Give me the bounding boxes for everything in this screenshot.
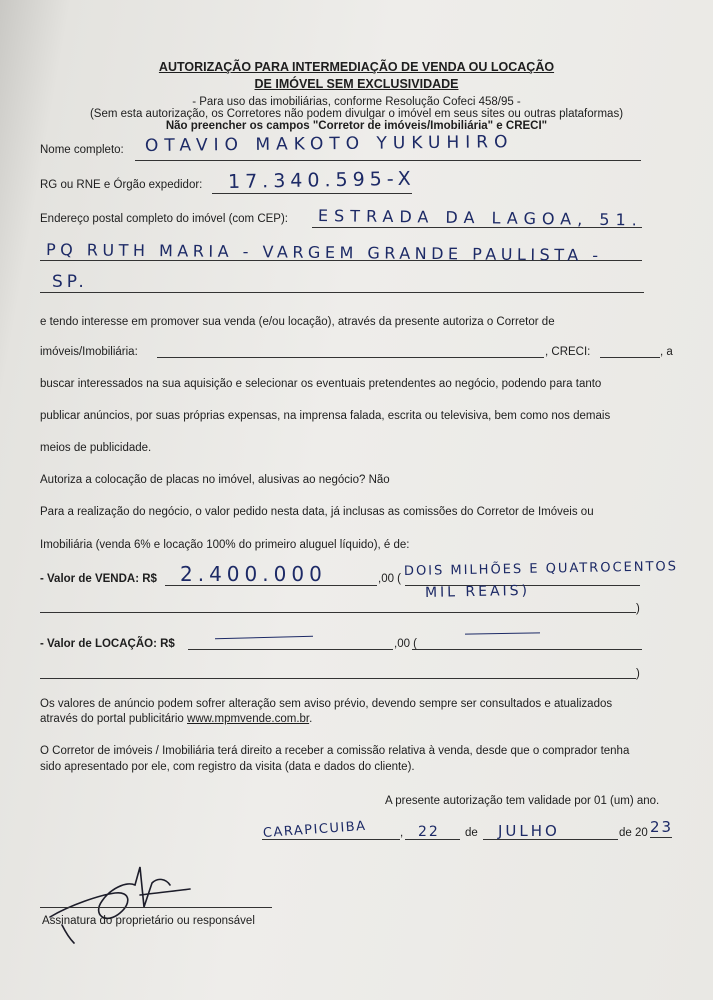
date-city-underline xyxy=(262,839,400,840)
date-month-underline xyxy=(483,839,618,840)
corretor-label: imóveis/Imobiliária: xyxy=(40,346,138,358)
creci-underline xyxy=(600,357,660,358)
date-de-2: de 20 xyxy=(619,827,648,839)
signature-drawing xyxy=(40,855,240,945)
venda-handwritten: 2.400.000 xyxy=(180,562,327,586)
body-line-5: meios de publicidade. xyxy=(40,442,152,454)
locacao-close-paren: ) xyxy=(636,668,640,680)
date-comma: , xyxy=(400,827,404,839)
nome-handwritten: OTAVIO MAKOTO YUKUHIRO xyxy=(144,132,514,156)
note-1-text: através do portal publicitário xyxy=(40,713,188,725)
endereco-handwritten-2: PQ RUTH MARIA - VARGEM GRANDE PAULISTA - xyxy=(45,240,603,265)
date-de-1: de xyxy=(465,827,478,839)
validade-text: A presente autorização tem validade por 01 (um) ano. xyxy=(385,795,660,807)
locacao-label: - Valor de LOCAÇÃO: R$ xyxy=(40,638,175,650)
body-line-3: buscar interessados na sua aquisição e selecionar os eventuais pretendentes ao negócio, podendo para tanto xyxy=(40,378,602,390)
date-day-underline xyxy=(405,839,460,840)
locacao-dash-stroke xyxy=(215,636,313,640)
body-line-7: Para a realização do negócio, o valor pedido nesta data, já inclusas as comissões do Corretor de Imóveis ou xyxy=(40,506,594,518)
date-year-handwritten: 23 xyxy=(650,818,674,836)
corretor-underline xyxy=(157,357,544,358)
venda-label: - Valor de VENDA: R$ xyxy=(40,573,157,585)
venda-cents: ,00 ( xyxy=(378,573,402,585)
body-line-4: publicar anúncios, por suas próprias expensas, na imprensa falada, escrita ou televisiva, bem como nos demais xyxy=(40,410,611,422)
date-day-handwritten: 22 xyxy=(418,824,440,840)
venda-extenso-underline-2 xyxy=(40,612,636,613)
endereco-underline-3 xyxy=(40,292,644,293)
rg-handwritten: 17.340.595-X xyxy=(227,167,416,193)
endereco-label: Endereço postal completo do imóvel (com CEP): xyxy=(40,213,288,225)
rg-label: RG ou RNE e Órgão expedidor: xyxy=(40,179,203,191)
date-year-underline xyxy=(650,837,672,838)
endereco-handwritten-3: SP. xyxy=(52,272,88,292)
date-month-handwritten: JULHO xyxy=(498,822,560,840)
signature-underline xyxy=(40,907,272,908)
signature-label: Assinatura do proprietário ou responsável xyxy=(42,915,255,927)
body-line-8: Imobiliária (venda 6% e locação 100% do primeiro aluguel líquido), é de: xyxy=(40,539,410,551)
portal-link[interactable]: www.mpmvende.com.br xyxy=(187,713,310,725)
doc-subtitle-1: - Para uso das imobiliárias, conforme Resolução Cofeci 458/95 - xyxy=(192,96,521,108)
locacao-extenso-underline xyxy=(412,649,642,650)
locacao-underline xyxy=(188,649,393,650)
note-2-line-2: sido apresentado por ele, com registro da visita (data e dados do cliente). xyxy=(40,761,415,773)
endereco-handwritten-1: ESTRADA DA LAGOA, 51. xyxy=(317,206,643,230)
placas-question: Autoriza a colocação de placas no imóvel, alusivas ao negócio? Não xyxy=(40,474,390,486)
date-city-handwritten: CARAPICUIBA xyxy=(262,818,368,841)
doc-title-line2: DE IMÓVEL SEM EXCLUSIVIDADE xyxy=(254,77,459,91)
note-2-line-1: O Corretor de imóveis / Imobiliária terá direito a receber a comissão relativa à venda, desde que o comprador tenha xyxy=(40,745,630,757)
creci-end: , a xyxy=(660,346,673,358)
locacao-extenso-dash-stroke xyxy=(465,632,540,634)
creci-label: , CRECI: xyxy=(545,346,591,358)
venda-extenso-handwritten-1: DOIS MILHÕES E QUATROCENTOS xyxy=(403,559,679,579)
note-1-line-2 xyxy=(40,712,312,726)
nome-underline xyxy=(135,160,641,161)
body-line-1: e tendo interesse em promover sua venda (e/ou locação), através da presente autoriza o Corretor de xyxy=(40,316,555,328)
venda-extenso-handwritten-2: MIL REAIS) xyxy=(424,582,531,601)
nome-label: Nome completo: xyxy=(40,144,124,156)
locacao-cents: ,00 ( xyxy=(394,638,418,650)
doc-subtitle-2: (Sem esta autorização, os Corretores não podem divulgar o imóvel em seus sites ou outras plataformas) xyxy=(89,108,624,120)
doc-subtitle-3: Não preencher os campos "Corretor de imóveis/Imobiliária" e CRECI" xyxy=(165,120,548,132)
rg-underline xyxy=(212,193,412,194)
venda-close-paren: ) xyxy=(636,603,640,615)
locacao-extenso-underline-2 xyxy=(40,678,636,679)
note-1-line-1: Os valores de anúncio podem sofrer alteração sem aviso prévio, devendo sempre ser consultados e atualizados xyxy=(40,698,613,710)
note-1-end: . xyxy=(309,713,313,725)
doc-title-line1: AUTORIZAÇÃO PARA INTERMEDIAÇÃO DE VENDA OU LOCAÇÃO xyxy=(158,60,555,74)
